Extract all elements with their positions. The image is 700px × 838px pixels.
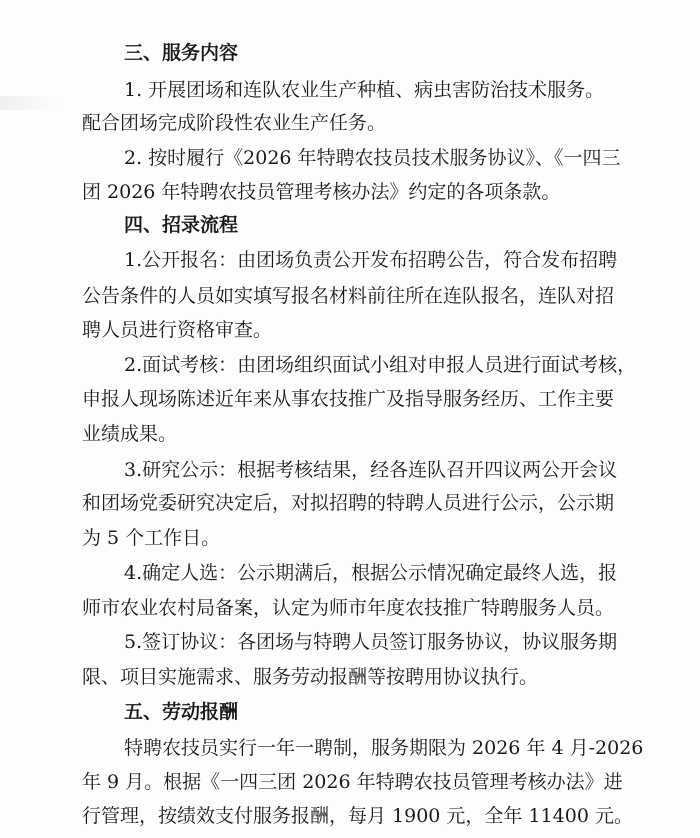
paragraph-line: 和团场党委研究决定后，对拟招聘的特聘人员进行公示，公示期 [82,492,615,514]
section-heading-recruitment-process: 四、招录流程 [124,214,239,236]
section-heading-remuneration: 五、劳动报酬 [124,701,239,723]
paragraph-line: 3.研究公示：根据考核结果，经各连队召开四议两公开会议 [124,459,618,481]
paragraph-line: 行管理，按绩效支付服务报酬，每月 1900 元，全年 11400 元。 [82,805,633,827]
scan-smudge [0,96,60,110]
paragraph-line: 公告条件的人员如实填写报名材料前往所在连队报名，连队对招 [82,285,615,307]
paragraph-line: 2.面试考核：由团场组织面试小组对申报人员进行面试考核， [124,354,637,376]
paragraph-line: 师市农业农村局备案，认定为师市年度农技推广特聘服务人员。 [82,597,615,619]
paragraph-line: 2. 按时履行《2026 年特聘农技员技术服务协议》、《一四三 [124,147,621,169]
paragraph-line: 1.公开报名：由团场负责公开发布招聘公告，符合发布招聘 [124,249,618,271]
paragraph-line: 业绩成果。 [82,423,178,445]
paragraph-line: 聘人员进行资格审查。 [82,319,273,341]
paragraph-line: 团 2026 年特聘农技员管理考核办法》约定的各项条款。 [82,181,561,203]
paragraph-line: 4.确定人选：公示期满后，根据公示情况确定最终人选，报 [124,562,618,584]
paragraph-line: 为 5 个工作日。 [82,527,221,549]
paragraph-line: 配合团场完成阶段性农业生产任务。 [82,112,387,134]
section-heading-service-content: 三、服务内容 [124,42,239,64]
paragraph-line: 5.签订协议：各团场与特聘人员签订服务协议，协议服务期 [124,631,618,653]
paragraph-line: 特聘农技员实行一年一聘制，服务期限为 2026 年 4 月-2026 [124,737,644,759]
paragraph-line: 1. 开展团场和连队农业生产种植、病虫害防治技术服务。 [124,79,605,101]
paragraph-line: 申报人现场陈述近年来从事农技推广及指导服务经历、工作主要 [82,388,615,410]
paragraph-line: 限、项目实施需求、服务劳动报酬等按聘用协议执行。 [82,666,539,688]
paragraph-line: 年 9 月。根据《一四三团 2026 年特聘农技员管理考核办法》进 [82,771,623,793]
